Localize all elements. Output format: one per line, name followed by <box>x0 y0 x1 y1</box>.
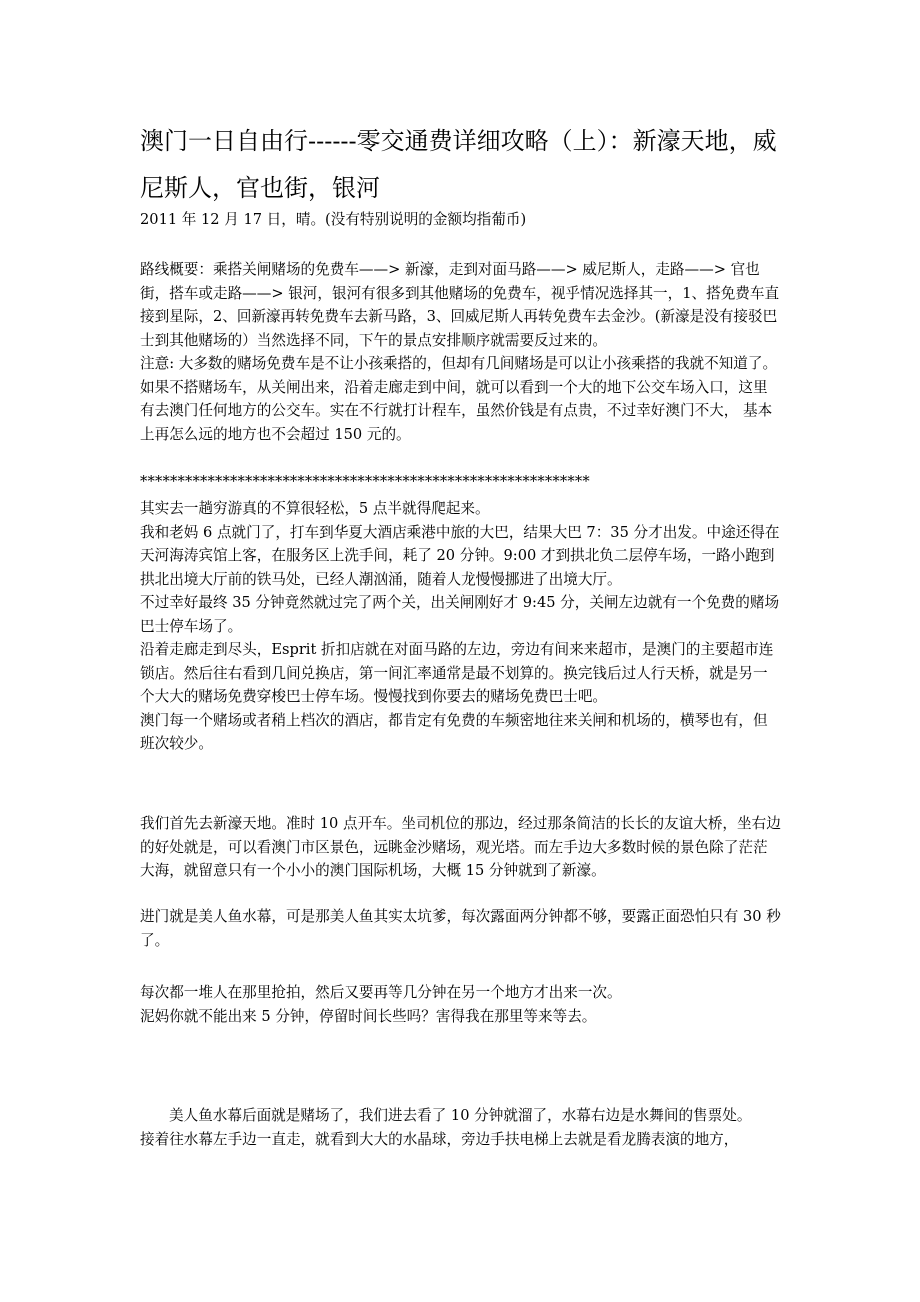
story-section <box>140 497 782 756</box>
xinhao-paragraph: 我们首先去新濠天地。准时 10 点开车。坐司机位的那边，经过那条简洁的长长的友谊大桥，坐右边的好处就是，可以看澳门市区景色，远眺金沙赌场，观光塔。而左手边大多数时候的景色除了茫茫大海，就留意只有一个小小的澳门国际机场，大概 15 分钟就到了新濠。 <box>140 815 781 879</box>
story-paragraph: 沿着走廊走到尽头，Esprit 折扣店就在对面马路的左边，旁边有间来来超市，是澳门的主要超市连锁店。然后往右看到几间兑换店，第一间汇率通常是最不划算的。换完钱后过人行天桥，就是另一个大大的赌场免费穿梭巴士停车场。慢慢找到你要去的赌场免费巴士吧。 <box>140 641 774 705</box>
wait-paragraph: 泥妈你就不能出来 5 分钟，停留时间长些吗？害得我在那里等来等去。 <box>140 1007 597 1025</box>
date-text: 2011 年 12 月 17 日，晴。(没有特别说明的金额均指葡币) <box>140 211 527 228</box>
route-summary: 路线概要：乘搭关闸赌场的免费车——> 新濠，走到对面马路——> 威尼斯人，走路——> 官也街，搭车或走路——> 银河，银河有很多到其他赌场的免费车，视乎情况选择其一，1、搭免费车直接到星际，2、回新濠再转免费车去新马路，3、回威尼斯人再转免费车去金沙。(新濠是没有接驳巴士到其他赌场的）当然选择不同，下午的景点安排顺序就需要反过来的。 <box>140 261 780 349</box>
route-section <box>140 258 782 493</box>
date-line <box>140 208 782 232</box>
xinhao-section <box>140 812 782 883</box>
later-section <box>140 1104 782 1151</box>
notice-paragraph: 注意: 大多数的赌场免费车是不让小孩乘搭的，但却有几间赌场是可以让小孩乘搭的我就不知道了。如果不搭赌场车，从关闸出来，沿着走廊走到中间，就可以看到一个大的地下公交车场入口，这里有去澳门任何地方的公交车。实在不行就打计程车，虽然价钱是有点贵，不过幸好澳门不大， 基本上再怎么远的地方也不会超过 150 元的。 <box>140 355 778 443</box>
separator-line: ************************************************************ <box>140 472 590 490</box>
mermaid-section <box>140 905 782 952</box>
story-paragraph: 我和老妈 6 点就门了，打车到华夏大酒店乘港中旅的大巴，结果大巴 7：35 分才出发。中途还得在天河海涛宾馆上客，在服务区上洗手间，耗了 20 分钟。9:00 才到拱北负二层停车场，一路小跑到拱北出境大厅前的铁马处，已经人潮汹涌，随着人龙慢慢挪进了出境大厅。 <box>140 523 780 588</box>
later-paragraph: 美人鱼水幕后面就是赌场了，我们进去看了 10 分钟就溜了，水幕右边是水舞间的售票处。 <box>169 1107 752 1124</box>
document-title: 澳门一日自由行------零交通费详细攻略（上）：新濠天地，威尼斯人，官也街，银河 <box>140 127 777 202</box>
story-paragraph: 不过幸好最终 35 分钟竟然就过完了两个关，出关闸刚好才 9:45 分，关闸左边就有一个免费的赌场巴士停车场了。 <box>140 594 780 635</box>
mermaid-paragraph: 进门就是美人鱼水幕，可是那美人鱼其实太坑爹，每次露面两分钟都不够，要露正面恐怕只有 30 秒了。 <box>140 908 781 949</box>
story-paragraph: 澳门每一个赌场或者稍上档次的酒店，都肯定有免费的车频密地往来关闸和机场的，横琴也有，但班次较少。 <box>140 711 768 752</box>
wait-paragraph: 每次都一堆人在那里抢拍，然后又要再等几分钟在另一个地方才出来一次。 <box>140 984 622 1001</box>
story-paragraph: 其实去一趟穷游真的不算很轻松，5 点半就得爬起来。 <box>140 500 490 517</box>
later-paragraph: 接着往水幕左手边一直走，就看到大大的水晶球，旁边手扶电梯上去就是看龙腾表演的地方， <box>140 1130 739 1148</box>
wait-section <box>140 981 782 1028</box>
